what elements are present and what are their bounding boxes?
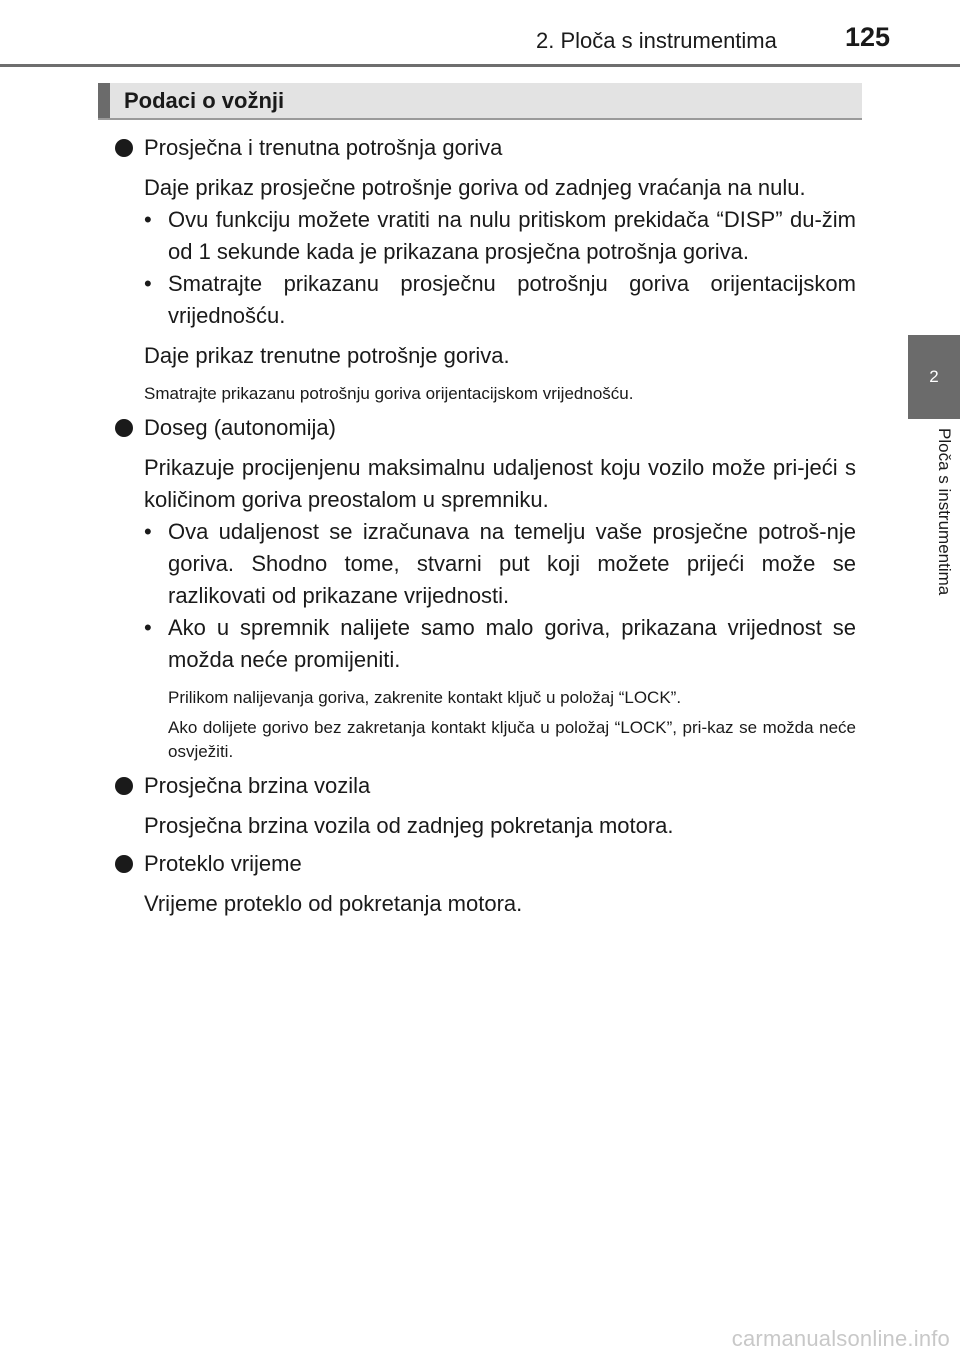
small-bullet-icon: • — [144, 207, 152, 232]
item-title-text: Prosječna i trenutna potrošnja goriva — [144, 135, 503, 160]
small-bullet-icon: • — [144, 271, 152, 296]
watermark: carmanualsonline.info — [731, 1326, 950, 1351]
item-description: Daje prikaz prosječne potrošnje goriva od zadnjeg vraćanja na nulu. — [144, 175, 806, 200]
sub-bullet-text: Ovu funkciju možete vratiti na nulu pritiskom prekidača “DISP” du-žim od 1 sekunde kada je prikazana prosječna potrošnja goriva. — [168, 207, 856, 264]
side-tab-chapter-number: 2 — [908, 335, 960, 419]
section-title: Podaci o vožnji — [124, 88, 285, 113]
sub-bullet — [114, 516, 856, 612]
sub-bullet — [114, 612, 856, 676]
item-description: Prikazuje procijenjenu maksimalnu udaljenost koju vozilo može pri-jeći s količinom goriva preostalom u spremniku. — [144, 455, 856, 512]
content-body — [114, 126, 856, 920]
sub-bullet-text: Smatrajte prikazanu prosječnu potrošnju goriva orijentacijskom vrijednošću. — [168, 271, 856, 328]
section-header — [98, 83, 862, 119]
small-bullet-icon: • — [144, 519, 152, 544]
bullet-dot-icon — [115, 139, 133, 157]
sub-bullet-text: Ova udaljenost se izračunava na temelju vaše prosječne potroš-nje goriva. Shodno tome, stvarni put koji možete prijeći može se razlikovati od prikazane vrijednosti. — [168, 519, 856, 608]
item-title-text: Doseg (autonomija) — [144, 415, 336, 440]
item-description: Daje prikaz trenutne potrošnje goriva. — [144, 343, 510, 368]
sub-bullet-text: Ako u spremnik nalijete samo malo goriva, prikazana vrijednost se možda neće promijeniti. — [168, 615, 856, 672]
item-note: Smatrajte prikazanu potrošnju goriva orijentacijskom vrijednošću. — [144, 384, 634, 403]
chapter-title: 2. Ploča s instrumentima — [536, 28, 777, 53]
item-title-text: Proteklo vrijeme — [144, 851, 302, 876]
page-number: 125 — [845, 22, 891, 52]
bullet-dot-icon — [115, 419, 133, 437]
sub-bullet — [114, 204, 856, 268]
item-note: Ako dolijete gorivo bez zakretanja kontakt ključa u položaj “LOCK”, pri-kaz se možda neće osvježiti. — [168, 718, 856, 761]
item-title — [114, 132, 856, 164]
item-title — [114, 770, 856, 802]
bullet-dot-icon — [115, 777, 133, 795]
header-rule — [0, 64, 960, 67]
side-tab-chapter-label: Ploča s instrumentima — [935, 428, 954, 596]
item-title — [114, 412, 856, 444]
item-title — [114, 848, 856, 880]
side-tab-label-box — [908, 422, 960, 638]
item-description: Vrijeme proteklo od pokretanja motora. — [144, 891, 523, 916]
small-bullet-icon: • — [144, 615, 152, 640]
item-note: Prilikom nalijevanja goriva, zakrenite kontakt ključ u položaj “LOCK”. — [168, 688, 682, 707]
item-title-text: Prosječna brzina vozila — [144, 773, 371, 798]
section-underline — [98, 118, 862, 120]
item-description: Prosječna brzina vozila od zadnjeg pokretanja motora. — [144, 813, 674, 838]
sub-bullet — [114, 268, 856, 332]
bullet-dot-icon — [115, 855, 133, 873]
